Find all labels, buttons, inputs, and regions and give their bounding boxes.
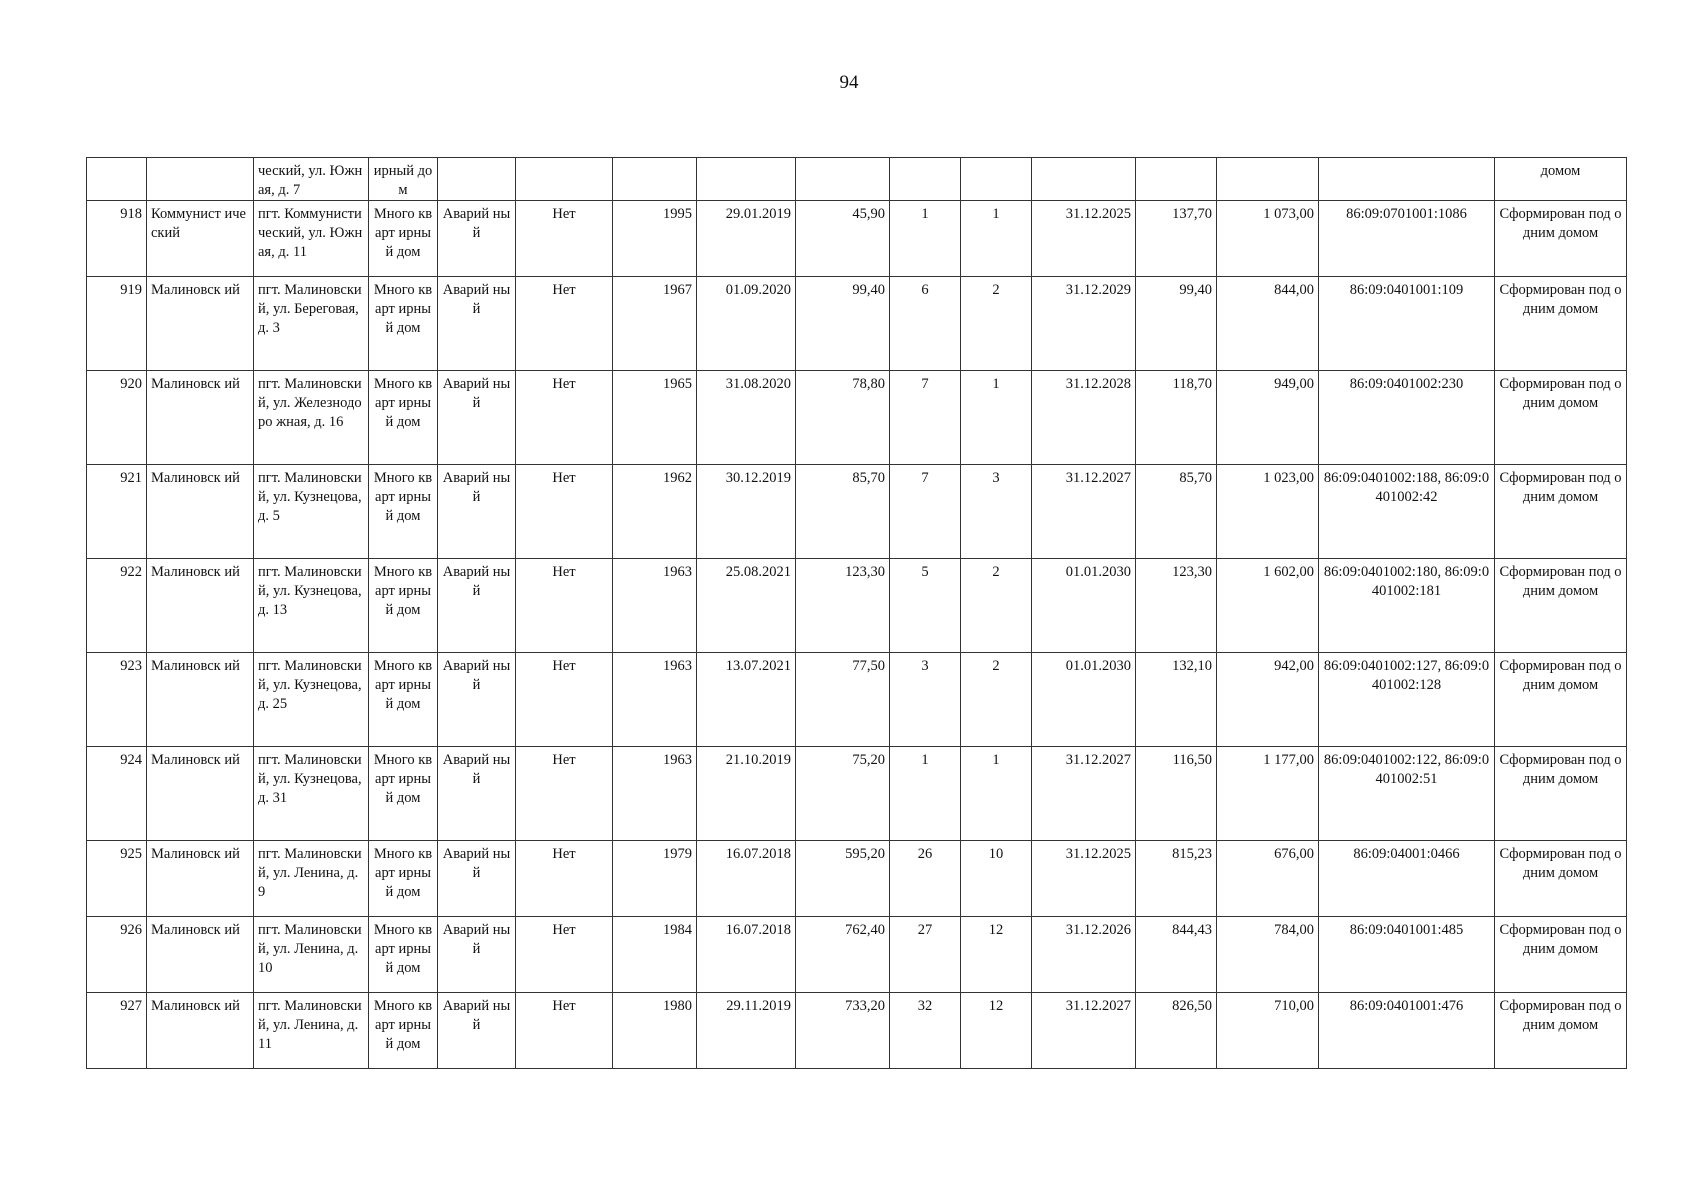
cell-municipality: Малиновск ий — [147, 993, 254, 1069]
cell-n2: 1 — [961, 201, 1032, 277]
cell-address: пгт. Коммунисти ческий, ул. Южная, д. 11 — [254, 201, 369, 277]
cell-area: 85,70 — [796, 465, 890, 559]
cell-address: пгт. Малиновски й, ул. Ленина, д. 11 — [254, 993, 369, 1069]
cell-date: 25.08.2021 — [697, 559, 796, 653]
cell-state: Аварий ный — [438, 841, 516, 917]
cell-area: 123,30 — [796, 559, 890, 653]
cell-num: 923 — [87, 653, 147, 747]
cell-cadastral: 86:09:0401001:485 — [1319, 917, 1495, 993]
cell-area: 75,20 — [796, 747, 890, 841]
cell-n2: 12 — [961, 993, 1032, 1069]
cell-n1: 7 — [890, 465, 961, 559]
cell-state: Аварий ный — [438, 747, 516, 841]
cell-num: 919 — [87, 277, 147, 371]
cell-cadastral: 86:09:0401002:188, 86:09:0401002:42 — [1319, 465, 1495, 559]
cell-cadastral: 86:09:0401001:109 — [1319, 277, 1495, 371]
cell-area2: 826,50 — [1136, 993, 1217, 1069]
cell-state: Аварий ный — [438, 559, 516, 653]
cell-cost: 676,00 — [1217, 841, 1319, 917]
cell-year: 1963 — [613, 747, 697, 841]
cell-municipality: Малиновск ий — [147, 559, 254, 653]
cell-state: Аварий ный — [438, 993, 516, 1069]
cell-municipality: Малиновск ий — [147, 277, 254, 371]
table-row — [87, 371, 1627, 465]
cell-date — [697, 158, 796, 201]
cell-area2: 137,70 — [1136, 201, 1217, 277]
cell-flag: Нет — [516, 277, 613, 371]
cell-area2: 116,50 — [1136, 747, 1217, 841]
cell-area: 762,40 — [796, 917, 890, 993]
cell-land: Сформирован под одним домом — [1495, 277, 1627, 371]
cell-type: ирный дом — [369, 158, 438, 201]
cell-state — [438, 158, 516, 201]
cell-cost: 710,00 — [1217, 993, 1319, 1069]
cell-deadline: 01.01.2030 — [1032, 559, 1136, 653]
cell-n1: 27 — [890, 917, 961, 993]
cell-area: 733,20 — [796, 993, 890, 1069]
cell-state: Аварий ный — [438, 371, 516, 465]
table-row — [87, 841, 1627, 917]
cell-n1: 1 — [890, 201, 961, 277]
cell-n1 — [890, 158, 961, 201]
cell-land: Сформирован под одним домом — [1495, 747, 1627, 841]
cell-type: Много кварт ирный дом — [369, 917, 438, 993]
cell-state: Аварий ный — [438, 653, 516, 747]
table-row — [87, 747, 1627, 841]
cell-num: 920 — [87, 371, 147, 465]
table-row — [87, 653, 1627, 747]
cell-year: 1963 — [613, 653, 697, 747]
cell-deadline: 31.12.2025 — [1032, 201, 1136, 277]
cell-n1: 32 — [890, 993, 961, 1069]
cell-num: 921 — [87, 465, 147, 559]
table-row — [87, 917, 1627, 993]
cell-flag — [516, 158, 613, 201]
cell-state: Аварий ный — [438, 465, 516, 559]
cell-land: Сформирован под одним домом — [1495, 371, 1627, 465]
cell-cadastral: 86:09:04001:0466 — [1319, 841, 1495, 917]
cell-address: пгт. Малиновски й, ул. Кузнецова, д. 5 — [254, 465, 369, 559]
cell-n1: 5 — [890, 559, 961, 653]
cell-land: Сформирован под одним домом — [1495, 559, 1627, 653]
cell-n1: 26 — [890, 841, 961, 917]
cell-area2 — [1136, 158, 1217, 201]
cell-flag: Нет — [516, 917, 613, 993]
cell-year: 1995 — [613, 201, 697, 277]
cell-type: Много кварт ирный дом — [369, 841, 438, 917]
cell-type: Много кварт ирный дом — [369, 371, 438, 465]
cell-cost: 844,00 — [1217, 277, 1319, 371]
cell-flag: Нет — [516, 993, 613, 1069]
cell-year: 1984 — [613, 917, 697, 993]
cell-cost: 784,00 — [1217, 917, 1319, 993]
cell-year: 1967 — [613, 277, 697, 371]
cell-n1: 7 — [890, 371, 961, 465]
cell-address: пгт. Малиновски й, ул. Ленина, д. 10 — [254, 917, 369, 993]
cell-date: 01.09.2020 — [697, 277, 796, 371]
cell-deadline: 31.12.2027 — [1032, 465, 1136, 559]
cell-type: Много кварт ирный дом — [369, 201, 438, 277]
cell-num: 918 — [87, 201, 147, 277]
cell-date: 21.10.2019 — [697, 747, 796, 841]
table-row — [87, 277, 1627, 371]
cell-land: домом — [1495, 158, 1627, 201]
cell-area2: 85,70 — [1136, 465, 1217, 559]
cell-cost: 1 177,00 — [1217, 747, 1319, 841]
cell-cadastral: 86:09:0401002:122, 86:09:0401002:51 — [1319, 747, 1495, 841]
cell-n1: 6 — [890, 277, 961, 371]
cell-n2: 10 — [961, 841, 1032, 917]
cell-land: Сформирован под одним домом — [1495, 993, 1627, 1069]
cell-land: Сформирован под одним домом — [1495, 841, 1627, 917]
cell-year: 1980 — [613, 993, 697, 1069]
cell-type: Много кварт ирный дом — [369, 465, 438, 559]
cell-year: 1962 — [613, 465, 697, 559]
cell-deadline: 31.12.2027 — [1032, 993, 1136, 1069]
cell-date: 16.07.2018 — [697, 917, 796, 993]
cell-cost: 949,00 — [1217, 371, 1319, 465]
cell-flag: Нет — [516, 559, 613, 653]
cell-type: Много кварт ирный дом — [369, 653, 438, 747]
cell-cadastral: 86:09:0401002:230 — [1319, 371, 1495, 465]
cell-area: 77,50 — [796, 653, 890, 747]
cell-year — [613, 158, 697, 201]
cell-area: 99,40 — [796, 277, 890, 371]
cell-cadastral: 86:09:0401001:476 — [1319, 993, 1495, 1069]
cell-area2: 815,23 — [1136, 841, 1217, 917]
cell-address: пгт. Малиновски й, ул. Кузнецова, д. 13 — [254, 559, 369, 653]
cell-n2: 1 — [961, 747, 1032, 841]
cell-municipality: Коммунист ический — [147, 201, 254, 277]
cell-land: Сформирован под одним домом — [1495, 465, 1627, 559]
cell-date: 31.08.2020 — [697, 371, 796, 465]
cell-num: 927 — [87, 993, 147, 1069]
cell-municipality: Малиновск ий — [147, 653, 254, 747]
cell-municipality — [147, 158, 254, 201]
cell-area — [796, 158, 890, 201]
cell-n2: 1 — [961, 371, 1032, 465]
cell-type: Много кварт ирный дом — [369, 747, 438, 841]
cell-municipality: Малиновск ий — [147, 841, 254, 917]
cell-state: Аварий ный — [438, 917, 516, 993]
cell-deadline: 01.01.2030 — [1032, 653, 1136, 747]
cell-num: 926 — [87, 917, 147, 993]
cell-municipality: Малиновск ий — [147, 747, 254, 841]
cell-cadastral: 86:09:0401002:180, 86:09:0401002:181 — [1319, 559, 1495, 653]
cell-address: пгт. Малиновски й, ул. Кузнецова, д. 25 — [254, 653, 369, 747]
cell-state: Аварий ный — [438, 277, 516, 371]
cell-area2: 132,10 — [1136, 653, 1217, 747]
table-row — [87, 993, 1627, 1069]
cell-n2: 2 — [961, 277, 1032, 371]
cell-area2: 123,30 — [1136, 559, 1217, 653]
cell-num: 922 — [87, 559, 147, 653]
cell-n2 — [961, 158, 1032, 201]
table-body — [87, 158, 1627, 1069]
housing-registry-table — [86, 157, 1627, 1069]
cell-state: Аварий ный — [438, 201, 516, 277]
cell-flag: Нет — [516, 841, 613, 917]
cell-num: 924 — [87, 747, 147, 841]
cell-flag: Нет — [516, 747, 613, 841]
cell-n2: 3 — [961, 465, 1032, 559]
cell-deadline — [1032, 158, 1136, 201]
cell-type: Много кварт ирный дом — [369, 993, 438, 1069]
cell-n2: 2 — [961, 653, 1032, 747]
cell-area: 45,90 — [796, 201, 890, 277]
cell-date: 13.07.2021 — [697, 653, 796, 747]
cell-deadline: 31.12.2026 — [1032, 917, 1136, 993]
cell-date: 16.07.2018 — [697, 841, 796, 917]
cell-n2: 12 — [961, 917, 1032, 993]
cell-cost — [1217, 158, 1319, 201]
cell-cadastral — [1319, 158, 1495, 201]
page-number: 94 — [839, 72, 859, 93]
cell-land: Сформирован под одним домом — [1495, 653, 1627, 747]
cell-cadastral: 86:09:0701001:1086 — [1319, 201, 1495, 277]
cell-municipality: Малиновск ий — [147, 917, 254, 993]
cell-cost: 1 602,00 — [1217, 559, 1319, 653]
table-row — [87, 559, 1627, 653]
cell-address: ческий, ул. Южная, д. 7 — [254, 158, 369, 201]
table-row-continuation — [87, 158, 1627, 201]
cell-deadline: 31.12.2028 — [1032, 371, 1136, 465]
cell-num — [87, 158, 147, 201]
cell-cost: 1 023,00 — [1217, 465, 1319, 559]
cell-type: Много кварт ирный дом — [369, 277, 438, 371]
cell-cost: 942,00 — [1217, 653, 1319, 747]
cell-flag: Нет — [516, 653, 613, 747]
cell-municipality: Малиновск ий — [147, 371, 254, 465]
cell-address: пгт. Малиновски й, ул. Ленина, д. 9 — [254, 841, 369, 917]
table-row — [87, 201, 1627, 277]
cell-deadline: 31.12.2029 — [1032, 277, 1136, 371]
cell-year: 1965 — [613, 371, 697, 465]
cell-cost: 1 073,00 — [1217, 201, 1319, 277]
cell-municipality: Малиновск ий — [147, 465, 254, 559]
cell-year: 1979 — [613, 841, 697, 917]
cell-n1: 1 — [890, 747, 961, 841]
table-row — [87, 465, 1627, 559]
cell-num: 925 — [87, 841, 147, 917]
cell-cadastral: 86:09:0401002:127, 86:09:0401002:128 — [1319, 653, 1495, 747]
cell-area2: 118,70 — [1136, 371, 1217, 465]
cell-year: 1963 — [613, 559, 697, 653]
cell-deadline: 31.12.2025 — [1032, 841, 1136, 917]
cell-land: Сформирован под одним домом — [1495, 917, 1627, 993]
cell-type: Много кварт ирный дом — [369, 559, 438, 653]
cell-date: 29.01.2019 — [697, 201, 796, 277]
cell-date: 30.12.2019 — [697, 465, 796, 559]
cell-land: Сформирован под одним домом — [1495, 201, 1627, 277]
cell-area: 78,80 — [796, 371, 890, 465]
cell-address: пгт. Малиновски й, ул. Береговая, д. 3 — [254, 277, 369, 371]
cell-area2: 844,43 — [1136, 917, 1217, 993]
cell-flag: Нет — [516, 465, 613, 559]
cell-area2: 99,40 — [1136, 277, 1217, 371]
cell-address: пгт. Малиновски й, ул. Кузнецова, д. 31 — [254, 747, 369, 841]
cell-n1: 3 — [890, 653, 961, 747]
cell-deadline: 31.12.2027 — [1032, 747, 1136, 841]
cell-flag: Нет — [516, 201, 613, 277]
cell-area: 595,20 — [796, 841, 890, 917]
cell-address: пгт. Малиновски й, ул. Железнодоро жная, д. 16 — [254, 371, 369, 465]
cell-date: 29.11.2019 — [697, 993, 796, 1069]
cell-flag: Нет — [516, 371, 613, 465]
cell-n2: 2 — [961, 559, 1032, 653]
